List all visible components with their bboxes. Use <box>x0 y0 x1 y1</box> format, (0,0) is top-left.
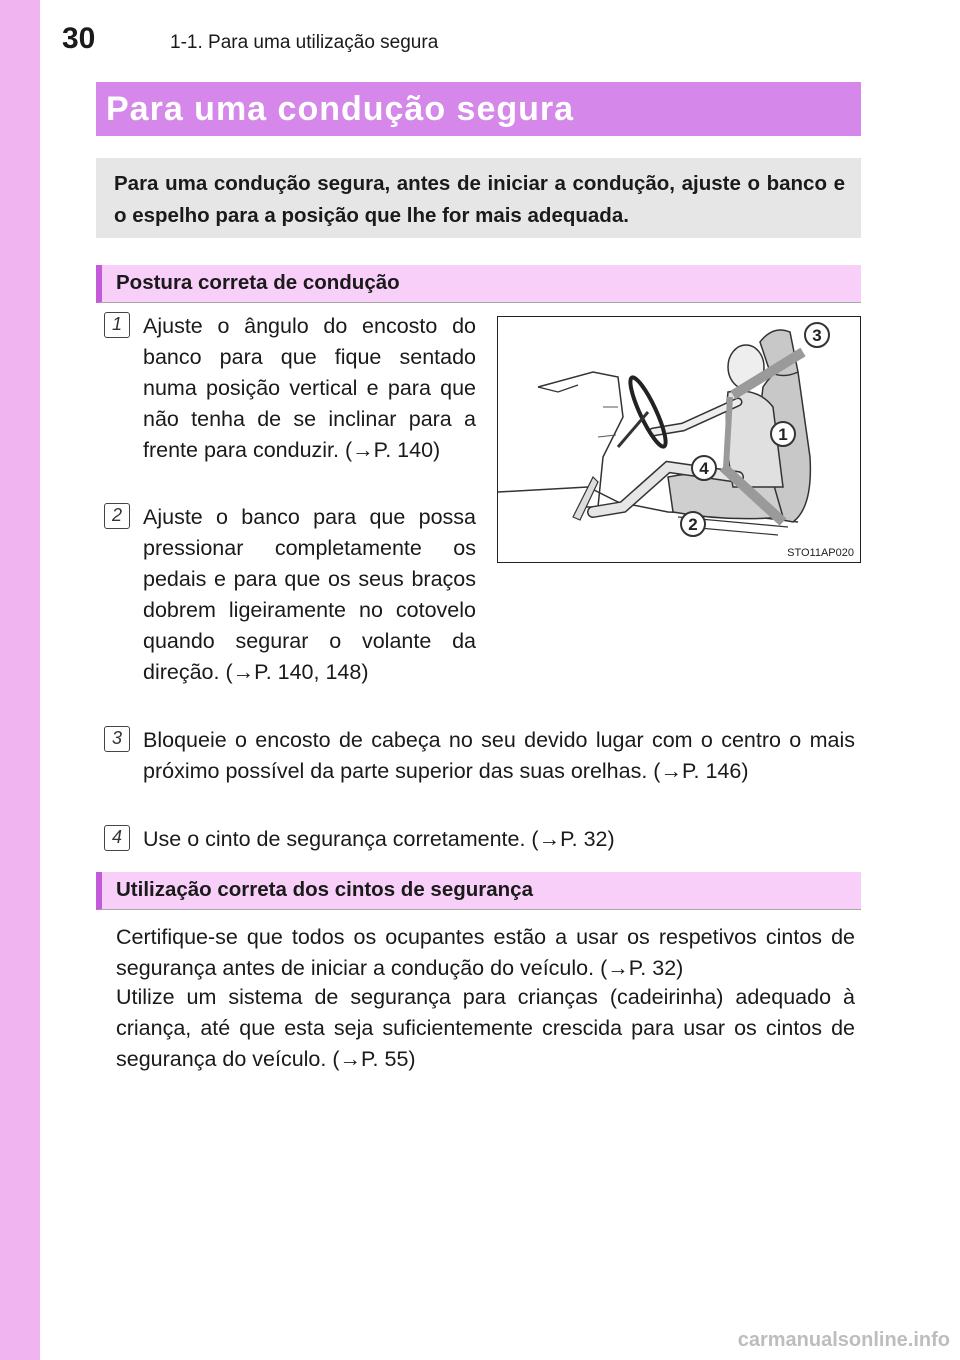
step-text: Use o cinto de segurança corretamente. (→P. 32) <box>143 827 615 851</box>
section-heading-text: Postura correta de condução <box>116 271 400 294</box>
step-text: Bloqueie o encosto de cabeça no seu devido lugar com o centro o mais próximo possível da parte superior das suas orelhas. (→P. 146) <box>143 728 855 783</box>
callout-marker: 1 <box>770 421 796 447</box>
step-number-icon: 2 <box>104 503 130 529</box>
step-text: Ajuste o ângulo do encosto do banco para que fique sentado numa posição vertical e para que não tenha de se inclinar para a frente para conduzir. (→P. 140) <box>143 314 476 462</box>
callout-marker: 4 <box>691 455 717 481</box>
page-title: Para uma condução segura <box>106 90 575 128</box>
figure-code: STO11AP020 <box>787 547 854 559</box>
page-number: 30 <box>62 22 96 55</box>
step-number-icon: 4 <box>104 825 130 851</box>
step-text: Ajuste o banco para que possa pressionar completamente os pedais e para que os seus braços dobrem ligeiramente no cotovelo quando segurar o volante da direção. (→P. 140, 148) <box>143 505 476 684</box>
site-watermark: carmanualsonline.info <box>737 1329 950 1351</box>
step-number-icon: 3 <box>104 726 130 752</box>
callout-marker: 3 <box>804 322 830 348</box>
section-heading-posture <box>96 265 861 303</box>
intro-text: Para uma condução segura, antes de iniciar a condução, ajuste o banco e o espelho para a posição que lhe for mais adequada. <box>114 172 845 227</box>
driving-posture-illustration <box>497 316 861 563</box>
section-heading-seatbelts <box>96 872 861 910</box>
intro-box <box>96 158 861 238</box>
body-paragraph: Utilize um sistema de segurança para crianças (cadeirinha) adequado à criança, até que esta seja suficientemente crescida para usar os cintos de segurança do veículo. (→P. 55) <box>116 985 855 1071</box>
section-heading-text: Utilização correta dos cintos de segurança <box>116 878 533 901</box>
body-paragraph: Certifique-se que todos os ocupantes estão a usar os respetivos cintos de segurança antes de iniciar a condução do veículo. (→P. 32) <box>116 925 855 980</box>
driver-seat-drawing <box>498 317 859 561</box>
callout-marker: 2 <box>680 511 706 537</box>
breadcrumb: 1-1. Para uma utilização segura <box>170 32 439 53</box>
page-title-bar <box>96 82 861 136</box>
step-number-icon: 1 <box>104 312 130 338</box>
side-tab-strip <box>0 0 40 1360</box>
